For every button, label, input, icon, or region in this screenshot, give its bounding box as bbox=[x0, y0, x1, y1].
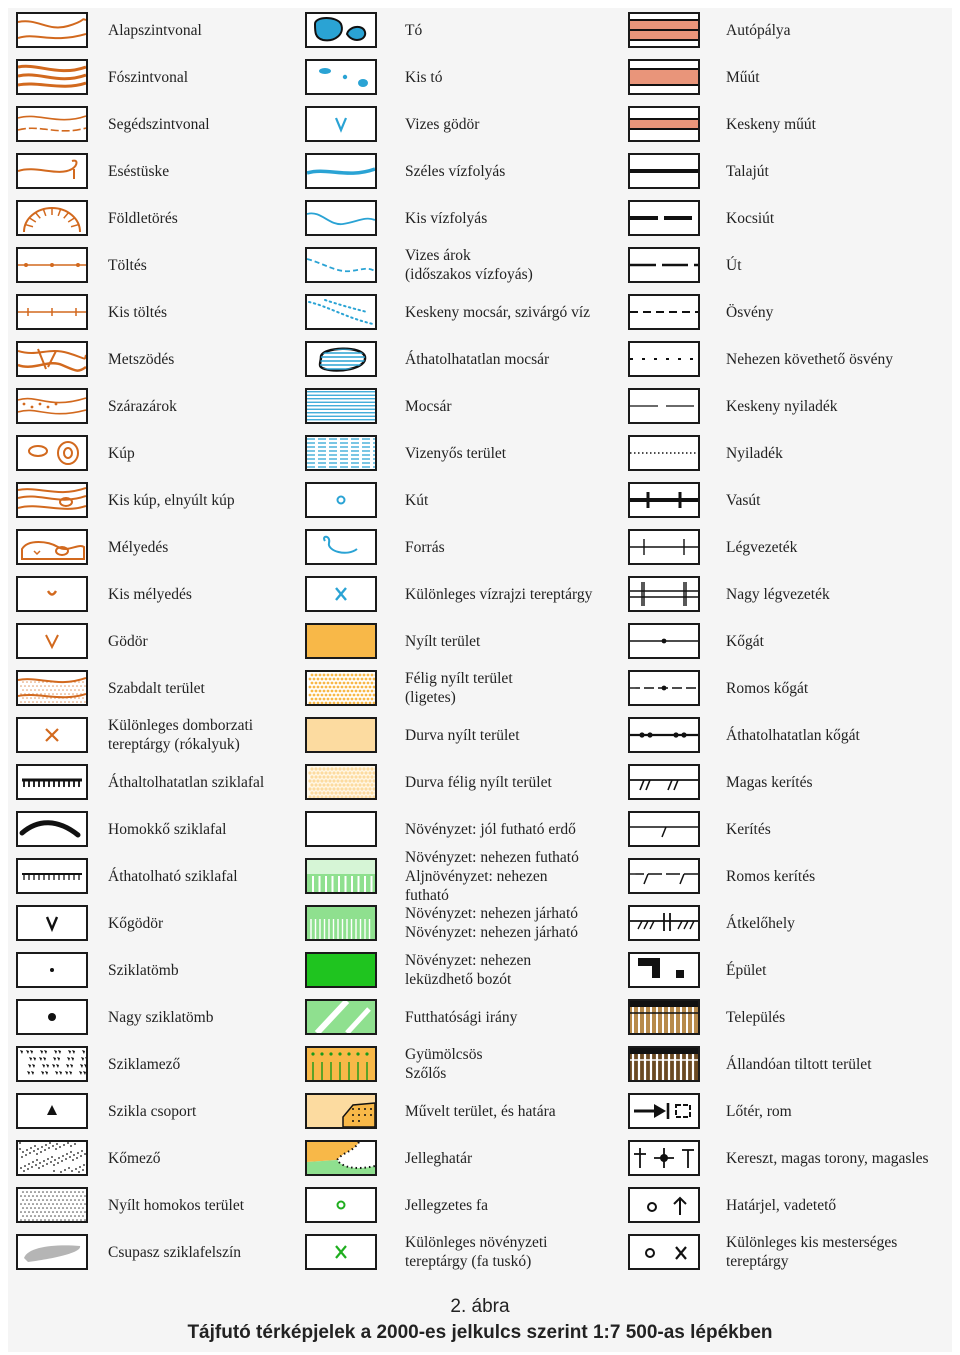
legend-item-godor bbox=[16, 619, 306, 667]
legend-label: Kis tó bbox=[405, 68, 443, 86]
legend-item-nagy-legvezetek bbox=[628, 572, 952, 620]
legend-item-keskeny-mocsar bbox=[305, 290, 595, 338]
kis-vizfolyas-icon bbox=[305, 200, 377, 236]
legend-label: Sziklamező bbox=[108, 1055, 181, 1073]
legend-label: Kerítés bbox=[726, 820, 771, 838]
legend-item-melyedes bbox=[16, 525, 306, 573]
legend-label: Tó bbox=[405, 21, 423, 39]
legend-label: Lőtér, rom bbox=[726, 1102, 792, 1120]
legend-item-keskeny-muut bbox=[628, 102, 952, 150]
foldletores-icon bbox=[16, 200, 88, 236]
legend-item-muut bbox=[628, 55, 952, 103]
legend-item-loter-rom bbox=[628, 1089, 952, 1137]
legend-item-epulet bbox=[628, 948, 952, 996]
legend-item-telepules bbox=[628, 995, 952, 1043]
legend-item-sziklatomb bbox=[16, 948, 306, 996]
legend-item-atkelohely bbox=[628, 901, 952, 949]
legend-item-kut bbox=[305, 478, 595, 526]
athaltolhatatlan-sziklafal-icon bbox=[16, 764, 88, 800]
kis-kup-icon bbox=[16, 482, 88, 518]
legend-label: Nyílt homokos terület bbox=[108, 1196, 245, 1214]
szikla-csoport-icon bbox=[16, 1093, 88, 1129]
legend-label: Durva nyílt terület bbox=[405, 726, 520, 744]
legend-item-athatolhatatlan-mocsar bbox=[305, 337, 595, 385]
legend-label: Kis vízfolyás bbox=[405, 209, 488, 227]
muut-icon bbox=[628, 59, 700, 95]
legend-label: Alapszintvonal bbox=[108, 21, 202, 39]
legend-item-futthatosagi-irany bbox=[305, 995, 595, 1043]
legend-label: Növényzet: nehezen leküzdhető bozót bbox=[405, 952, 532, 988]
legend-item-athatolhatatlan-kogat bbox=[628, 713, 952, 761]
legend-label: Romos kőgát bbox=[726, 679, 809, 697]
legend-item-jelleghatar bbox=[305, 1136, 595, 1184]
loter-rom-icon bbox=[628, 1093, 700, 1129]
legend-item-magas-kerites bbox=[628, 760, 952, 808]
legend-item-novenyzet-nehezen-futhato bbox=[305, 848, 595, 904]
homokko-sziklafal-icon bbox=[16, 811, 88, 847]
nyilt-homokos-icon bbox=[16, 1187, 88, 1223]
vasut-icon bbox=[628, 482, 700, 518]
tiltott-terulet-icon bbox=[628, 1046, 700, 1082]
legend-label: Jelleghatár bbox=[405, 1149, 473, 1167]
legend-label: Ösvény bbox=[726, 303, 774, 321]
legend-label: Nehezen követhető ösvény bbox=[726, 350, 893, 368]
legend-item-gyumolcsos bbox=[305, 1042, 595, 1090]
to-icon bbox=[305, 12, 377, 48]
legend-label: Eséstüske bbox=[108, 162, 170, 180]
legend-label: Határjel, vadetető bbox=[726, 1196, 837, 1214]
kerites-icon bbox=[628, 811, 700, 847]
legend-label: Magas kerítés bbox=[726, 773, 813, 791]
kis-toltes-icon bbox=[16, 294, 88, 330]
jelleghatar-icon bbox=[305, 1140, 377, 1176]
legend-label: Töltés bbox=[108, 256, 147, 274]
kis-to-icon bbox=[305, 59, 377, 95]
legend-item-nyilt-terulet bbox=[305, 619, 595, 667]
sziklamezo-icon bbox=[16, 1046, 88, 1082]
godor-icon bbox=[16, 623, 88, 659]
kormezo-icon bbox=[16, 1140, 88, 1176]
legend-label: Különleges növényzeti tereptárgy (fa tuskó) bbox=[405, 1234, 548, 1270]
keskeny-nyiladek-icon bbox=[628, 388, 700, 424]
futthatosagi-irany-icon bbox=[305, 999, 377, 1035]
kereszt-torony-icon bbox=[628, 1140, 700, 1176]
legend-label: Kis mélyedés bbox=[108, 585, 192, 603]
legend-item-atholhato-sziklafal bbox=[16, 854, 306, 902]
atholhato-sziklafal-icon bbox=[16, 858, 88, 894]
legend-label: Szabdalt terület bbox=[108, 679, 205, 697]
sziklatomb-icon bbox=[16, 952, 88, 988]
legend-item-szarazarok bbox=[16, 384, 306, 432]
legend-item-novenyzet-nehezen-jarhato bbox=[305, 901, 595, 949]
legend-label: Nagy sziklatömb bbox=[108, 1008, 214, 1026]
legend-label: Vizes gödör bbox=[405, 115, 480, 133]
legend-item-kogodor bbox=[16, 901, 306, 949]
legend-label: Nyílt terület bbox=[405, 632, 481, 650]
melyedes-icon bbox=[16, 529, 88, 565]
legend-label: Különleges domborzati tereptárgy (rókalyuk) bbox=[108, 717, 254, 753]
legend-label: Kúp bbox=[108, 444, 135, 462]
legend-label: Kis töltés bbox=[108, 303, 167, 321]
legend-label: Segédszintvonal bbox=[108, 115, 210, 133]
legend-label: Épület bbox=[726, 961, 767, 979]
legend-item-kulonleges-novenyzeti bbox=[305, 1230, 595, 1278]
szabdalt-terulet-icon bbox=[16, 670, 88, 706]
legend-label: Szárazárok bbox=[108, 397, 177, 415]
legend-item-vasut bbox=[628, 478, 952, 526]
romos-kerites-icon bbox=[628, 858, 700, 894]
kogat-icon bbox=[628, 623, 700, 659]
epulet-icon bbox=[628, 952, 700, 988]
legend-item-kis-kup bbox=[16, 478, 306, 526]
legend-item-romos-kogat bbox=[628, 666, 952, 714]
legend-label: Autópálya bbox=[726, 21, 791, 39]
legend-label: Áthatolhatatlan kőgát bbox=[726, 726, 860, 744]
legend-label: Növényzet: jól futható erdő bbox=[405, 820, 576, 838]
legend-item-foldletores bbox=[16, 196, 306, 244]
legend-item-kulonleges-domborzati bbox=[16, 713, 306, 761]
legend-item-to bbox=[305, 8, 595, 56]
legend-label: Kőmező bbox=[108, 1149, 161, 1167]
legend-label: Nyiladék bbox=[726, 444, 783, 462]
talajut-icon bbox=[628, 153, 700, 189]
legend-item-osveny bbox=[628, 290, 952, 338]
legend-item-foszintvonal bbox=[16, 55, 306, 103]
legend-item-esestuske bbox=[16, 149, 306, 197]
vizenyos-terulet-icon bbox=[305, 435, 377, 471]
legend-item-autopalya bbox=[628, 8, 952, 56]
legend-item-durva-felig-nyilt bbox=[305, 760, 595, 808]
legend-item-kis-toltes bbox=[16, 290, 306, 338]
legend-label: Széles vízfolyás bbox=[405, 162, 506, 180]
legend-label: Kis kúp, elnyúlt kúp bbox=[108, 491, 235, 509]
segedszintvonal-icon bbox=[16, 106, 88, 142]
kulonleges-domborzati-icon bbox=[16, 717, 88, 753]
legend-item-jellegzetes-fa bbox=[305, 1183, 595, 1231]
legend-item-keskeny-nyiladek bbox=[628, 384, 952, 432]
alapszintvonal-icon bbox=[16, 12, 88, 48]
legend-label: Csupasz sziklafelszín bbox=[108, 1243, 242, 1261]
legend-label: Gyümölcsös Szőlős bbox=[405, 1046, 483, 1082]
legend-label: Állandóan tiltott terület bbox=[726, 1055, 872, 1073]
kogodor-icon bbox=[16, 905, 88, 941]
legend-item-muvelt-terulet bbox=[305, 1089, 595, 1137]
legend-label: Település bbox=[726, 1008, 786, 1026]
caption-number: 2. ábra bbox=[450, 1296, 510, 1317]
szarazarok-icon bbox=[16, 388, 88, 424]
nyiladek-icon bbox=[628, 435, 700, 471]
romos-kogat-icon bbox=[628, 670, 700, 706]
nagy-legvezetek-icon bbox=[628, 576, 700, 612]
legend-item-vizes-godor bbox=[305, 102, 595, 150]
legend-item-csupasz-sziklafelszin bbox=[16, 1230, 306, 1278]
durva-felig-nyilt-icon bbox=[305, 764, 377, 800]
legend-item-kis-vizfolyas bbox=[305, 196, 595, 244]
telepules-icon bbox=[628, 999, 700, 1035]
legend-item-kulonleges-mesterseges bbox=[628, 1230, 952, 1278]
legend-label: Homokkő sziklafal bbox=[108, 820, 227, 838]
novenyzet-bozot-icon bbox=[305, 952, 377, 988]
legend-label: Keskeny mocsár, szivárgó víz bbox=[405, 303, 591, 321]
legend-label: Áthaltolhatatlan sziklafal bbox=[108, 773, 265, 791]
legend-item-kerites bbox=[628, 807, 952, 855]
legend-item-segedszintvonal bbox=[16, 102, 306, 150]
kulonleges-novenyzeti-icon bbox=[305, 1234, 377, 1270]
legend-label: Áthatolhatatlan mocsár bbox=[405, 350, 550, 368]
legend-label: Vizenyős terület bbox=[405, 444, 507, 462]
gyumolcsos-icon bbox=[305, 1046, 377, 1082]
legend-item-talajut bbox=[628, 149, 952, 197]
legend-item-kis-to bbox=[305, 55, 595, 103]
autopalya-icon bbox=[628, 12, 700, 48]
legend-item-nyilt-homokos bbox=[16, 1183, 306, 1231]
legend-label: Kocsiút bbox=[726, 209, 775, 227]
vizes-arok-icon bbox=[305, 247, 377, 283]
jellegzetes-fa-icon bbox=[305, 1187, 377, 1223]
legend-item-kereszt-torony bbox=[628, 1136, 952, 1184]
legend-label: Áthatolható sziklafal bbox=[108, 867, 238, 885]
legend-item-kup bbox=[16, 431, 306, 479]
legend-label: Mocsár bbox=[405, 397, 452, 415]
legend-item-legvezetek bbox=[628, 525, 952, 573]
legend-item-sziklamezo bbox=[16, 1042, 306, 1090]
legend-item-mocsar bbox=[305, 384, 595, 432]
legend-label: Vasút bbox=[726, 491, 761, 509]
legend-label: Kőgát bbox=[726, 632, 764, 650]
legend-label: Keskeny műút bbox=[726, 115, 816, 133]
legend-label: Keskeny nyiladék bbox=[726, 397, 838, 415]
muvelt-terulet-icon bbox=[305, 1093, 377, 1129]
szeles-vizfolyas-icon bbox=[305, 153, 377, 189]
mocsar-icon bbox=[305, 388, 377, 424]
kup-icon bbox=[16, 435, 88, 471]
athatolhatatlan-kogat-icon bbox=[628, 717, 700, 753]
ut-icon bbox=[628, 247, 700, 283]
legend-item-forras bbox=[305, 525, 595, 573]
kulonleges-mesterseges-icon bbox=[628, 1234, 700, 1270]
legend-label: Talajút bbox=[726, 162, 769, 180]
legend-item-nagy-sziklatomb bbox=[16, 995, 306, 1043]
legend-label: Futthatósági irány bbox=[405, 1008, 518, 1026]
legend-label: Vizes árok (időszakos vízfoyás) bbox=[405, 247, 533, 283]
legend-label: Kőgödör bbox=[108, 914, 164, 932]
legend-label: Különleges kis mesterséges tereptárgy bbox=[726, 1234, 898, 1270]
durva-nyilt-terulet-icon bbox=[305, 717, 377, 753]
legend-item-metszodes bbox=[16, 337, 306, 385]
kut-icon bbox=[305, 482, 377, 518]
legend-label: Szikla csoport bbox=[108, 1102, 197, 1120]
legend-item-kis-melyedes bbox=[16, 572, 306, 620]
legend-label: Romos kerítés bbox=[726, 867, 816, 885]
novenyzet-nehezen-jarhato-icon bbox=[305, 905, 377, 941]
keskeny-muut-icon bbox=[628, 106, 700, 142]
nyilt-terulet-icon bbox=[305, 623, 377, 659]
legend-label: Kereszt, magas torony, magasles bbox=[726, 1149, 929, 1167]
legend-label: Jellegzetes fa bbox=[405, 1196, 489, 1214]
legvezetek-icon bbox=[628, 529, 700, 565]
legend-item-nehezen-kovetheto-osveny bbox=[628, 337, 952, 385]
athatolhatatlan-mocsar-icon bbox=[305, 341, 377, 377]
legend-item-vizes-arok bbox=[305, 243, 595, 291]
nehezen-kovetheto-osveny-icon bbox=[628, 341, 700, 377]
atkelohely-icon bbox=[628, 905, 700, 941]
hatarjel-icon bbox=[628, 1187, 700, 1223]
legend-item-alapszintvonal bbox=[16, 8, 306, 56]
legend-item-szeles-vizfolyas bbox=[305, 149, 595, 197]
legend-label: Nagy légvezeték bbox=[726, 585, 830, 603]
legend-item-tiltott-terulet bbox=[628, 1042, 952, 1090]
felig-nyilt-terulet-icon bbox=[305, 670, 377, 706]
legend-label: Mélyedés bbox=[108, 538, 169, 556]
legend-label: Kút bbox=[405, 491, 429, 509]
legend-label: Forrás bbox=[405, 538, 445, 556]
legend-item-toltes bbox=[16, 243, 306, 291]
legend-label: Műút bbox=[726, 68, 760, 86]
vizes-godor-icon bbox=[305, 106, 377, 142]
foszintvonal-icon bbox=[16, 59, 88, 95]
novenyzet-nehezen-futhato-icon bbox=[305, 858, 377, 894]
toltes-icon bbox=[16, 247, 88, 283]
metszodes-icon bbox=[16, 341, 88, 377]
legend-item-hatarjel bbox=[628, 1183, 952, 1231]
esestuske-icon bbox=[16, 153, 88, 189]
legend-item-homokko-sziklafal bbox=[16, 807, 306, 855]
legend-item-szikla-csoport bbox=[16, 1089, 306, 1137]
legend-sheet bbox=[8, 8, 952, 1352]
kulonleges-vizrajzi-icon bbox=[305, 576, 377, 612]
legend-label: Növényzet: nehezen járható Növényzet: nehezen járható bbox=[405, 905, 578, 941]
legend-label: Metszödés bbox=[108, 350, 175, 368]
kis-melyedes-icon bbox=[16, 576, 88, 612]
legend-item-kocsiut bbox=[628, 196, 952, 244]
legend-label: Légvezeték bbox=[726, 538, 798, 556]
legend-item-ut bbox=[628, 243, 952, 291]
legend-item-vizenyos-terulet bbox=[305, 431, 595, 479]
legend-label: Gödör bbox=[108, 632, 148, 650]
legend-label: Művelt terület, és határa bbox=[405, 1102, 556, 1120]
legend-item-felig-nyilt-terulet bbox=[305, 666, 595, 714]
magas-kerites-icon bbox=[628, 764, 700, 800]
legend-item-kormezo bbox=[16, 1136, 306, 1184]
legend-item-szabdalt-terulet bbox=[16, 666, 306, 714]
legend-label: Fószintvonal bbox=[108, 68, 189, 86]
legend-item-novenyzet-bozot bbox=[305, 948, 595, 996]
legend-item-nyiladek bbox=[628, 431, 952, 479]
csupasz-sziklafelszin-icon bbox=[16, 1234, 88, 1270]
novenyzet-jol-futhato-icon bbox=[305, 811, 377, 847]
legend-item-romos-kerites bbox=[628, 854, 952, 902]
keskeny-mocsar-icon bbox=[305, 294, 377, 330]
legend-label: Út bbox=[726, 256, 742, 274]
legend-label: Különleges vízrajzi tereptárgy bbox=[405, 585, 593, 603]
kocsiut-icon bbox=[628, 200, 700, 236]
legend-item-kulonleges-vizrajzi bbox=[305, 572, 595, 620]
legend-label: Földletörés bbox=[108, 209, 178, 227]
legend-label: Növényzet: nehezen futható Aljnövényzet: nehezen futható bbox=[405, 848, 579, 904]
legend-label: Durva félig nyílt terület bbox=[405, 773, 552, 791]
osveny-icon bbox=[628, 294, 700, 330]
forras-icon bbox=[305, 529, 377, 565]
legend-label: Sziklatömb bbox=[108, 961, 179, 979]
legend-label: Félig nyílt terület (ligetes) bbox=[405, 670, 513, 706]
nagy-sziklatomb-icon bbox=[16, 999, 88, 1035]
legend-item-durva-nyilt-terulet bbox=[305, 713, 595, 761]
legend-item-kogat bbox=[628, 619, 952, 667]
legend-label: Átkelőhely bbox=[726, 914, 795, 932]
caption-title: Tájfutó térképjelek a 2000-es jelkulcs szerint 1:7 500-as lépékben bbox=[187, 1322, 773, 1343]
legend-item-athaltolhatatlan-sziklafal bbox=[16, 760, 306, 808]
